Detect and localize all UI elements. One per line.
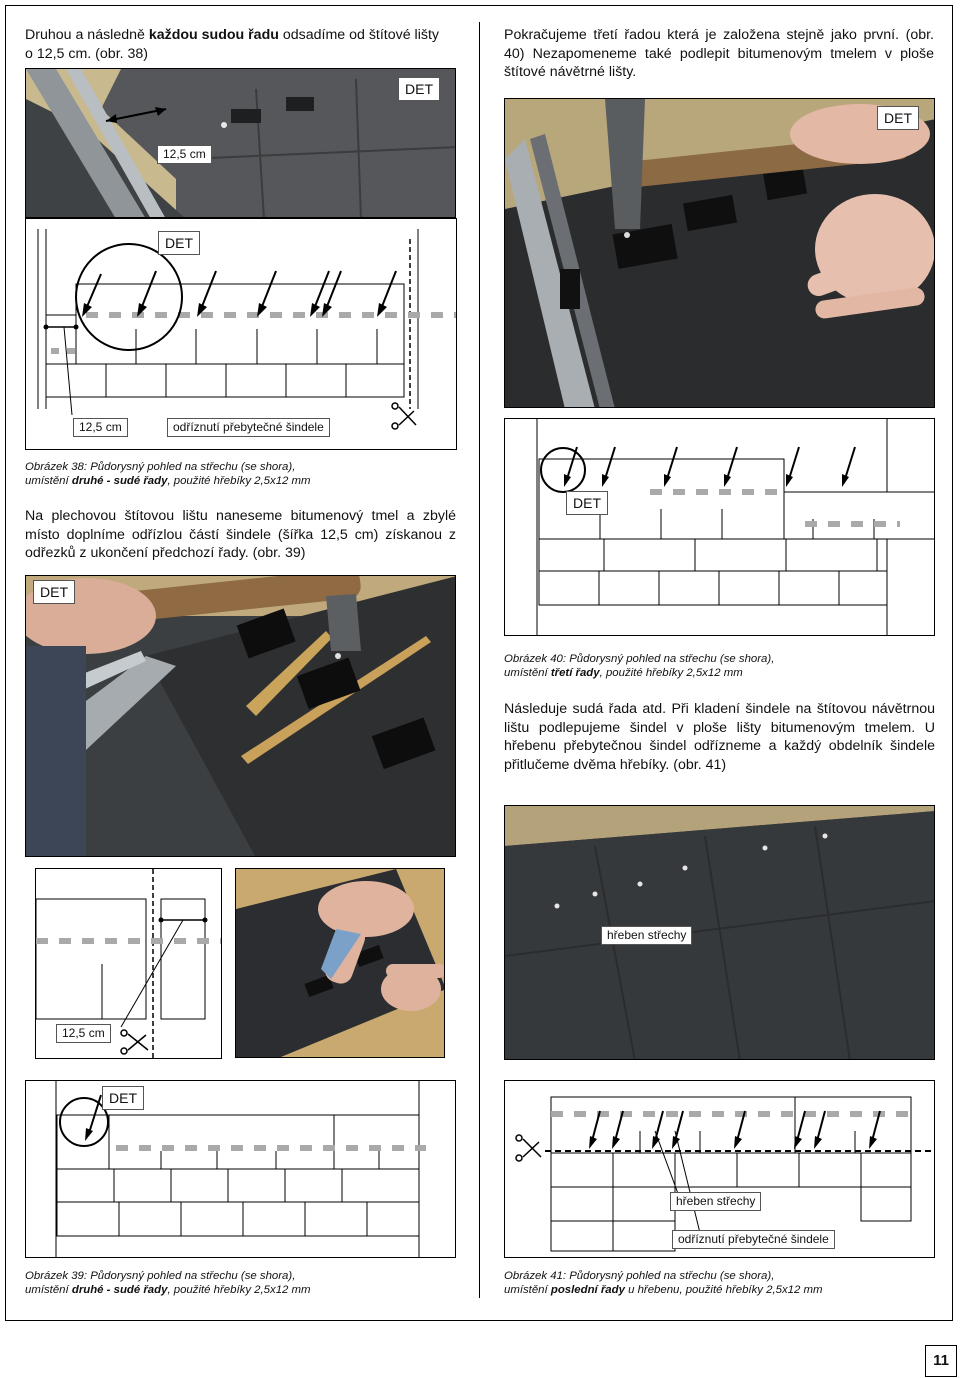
caption-40-pre: umístění: [504, 667, 551, 679]
ridge-label-diagram-41: hřeben střechy: [670, 1192, 761, 1211]
cut-label-diagram-38: odříznutí přebytečné šindele: [167, 418, 330, 437]
text-gable-trim: Na plechovou štítovou lištu naneseme bitumenový tmel a zbylé místo doplníme odřízlou částí šindele (šířka 12,5 cm) získanou z odřezků z ukončení předchozí řady. (obr. 39): [25, 508, 456, 562]
caption-38-post: , použité hřebíky 2,5x12 mm: [167, 475, 311, 487]
caption-39-post: , použité hřebíky 2,5x12 mm: [167, 1284, 311, 1296]
photo-cutting-image: [236, 869, 445, 1058]
caption-39-line2: [25, 1283, 465, 1297]
caption-40-bold: třetí řady: [550, 667, 600, 679]
text-second-row-post: odsadíme od štítové lišty o 12,5 cm. (obr. 38): [25, 27, 439, 62]
photo-gable-filling: [25, 575, 456, 857]
text-second-row-pre: Druhou a následně: [25, 27, 149, 43]
caption-38: [25, 460, 465, 488]
caption-41-line1: Obrázek 41: Půdorysný pohled na střechu (se shora),: [504, 1270, 775, 1282]
caption-41: [504, 1269, 944, 1297]
caption-40-post: , použité hřebíky 2,5x12 mm: [599, 667, 743, 679]
photo-hammer-nailing-image: [505, 99, 935, 408]
page-number: 11: [925, 1345, 957, 1377]
photo-shingle-offset-image: [26, 69, 456, 218]
cut-label-diagram-41: odříznutí přebytečné šindele: [672, 1230, 835, 1249]
caption-38-bold: druhé - sudé řady: [71, 475, 168, 487]
caption-39-pre: umístění: [25, 1284, 72, 1296]
diagram-40-drawing: [505, 419, 935, 636]
diagram-39-drawing: [26, 1081, 456, 1258]
diagram-38: [25, 218, 457, 450]
det-label-photo-a: DET: [398, 77, 440, 101]
caption-38-pre: umístění: [25, 475, 72, 487]
text-second-row-bold: každou sudou řadu: [148, 27, 279, 43]
diagram-39: [25, 1080, 456, 1258]
ridge-label-photo-d: hřeben střechy: [601, 926, 692, 945]
det-label-diagram-40: DET: [566, 491, 608, 515]
photo-shingle-offset: [25, 68, 456, 218]
text-even-row: Následuje sudá řada atd. Při kladení šindele na štítovou návětrnou lištu podlepujeme šindel v ploše lišty bitumenovým tmelem. U hřebenu přebytečnou šindel odřízneme a každý obdelník šindele přitlučeme dvěma hřebíky. (obr. 41): [504, 701, 935, 773]
photo-gable-filling-image: [26, 576, 456, 857]
caption-41-bold: poslední řady: [550, 1284, 625, 1296]
column-divider: [479, 22, 480, 1298]
caption-41-post: u hřebenu, použité hřebíky 2,5x12 mm: [624, 1284, 823, 1296]
text-second-row: [25, 26, 439, 63]
diagram-38-drawing: [26, 219, 457, 450]
photo-cutting: [235, 868, 445, 1058]
caption-41-line2: [504, 1283, 944, 1297]
photo-ridge-image: [505, 806, 935, 1060]
cm-label-diagram-39: 12,5 cm: [56, 1024, 111, 1043]
caption-39-bold: druhé - sudé řady: [71, 1284, 168, 1296]
caption-38-line1: Obrázek 38: Půdorysný pohled na střechu (se shora),: [25, 461, 296, 473]
diagram-40: [504, 418, 935, 636]
photo-hammer-nailing: [504, 98, 935, 408]
det-label-diagram-39: DET: [102, 1086, 144, 1110]
caption-40: [504, 652, 944, 680]
cm-label-diagram-38: 12,5 cm: [73, 418, 128, 437]
caption-40-line1: Obrázek 40: Půdorysný pohled na střechu (se shora),: [504, 653, 775, 665]
caption-39-line1: Obrázek 39: Půdorysný pohled na střechu (se shora),: [25, 1270, 296, 1282]
caption-39: [25, 1269, 465, 1297]
cm-label-photo-a: 12,5 cm: [157, 145, 212, 164]
caption-38-line2: [25, 474, 465, 488]
text-third-row: Pokračujeme třetí řadou která je založena stejně jako první. (obr. 40) Nezapomeneme také podlepit bitumenovým tmelem v ploše štítové návětrné lišty.: [504, 27, 934, 81]
photo-ridge: [504, 805, 935, 1060]
caption-41-pre: umístění: [504, 1284, 551, 1296]
caption-40-line2: [504, 666, 944, 680]
det-label-photo-b: DET: [877, 106, 919, 130]
det-label-photo-c: DET: [33, 580, 75, 604]
det-label-diagram-38: DET: [158, 231, 200, 255]
